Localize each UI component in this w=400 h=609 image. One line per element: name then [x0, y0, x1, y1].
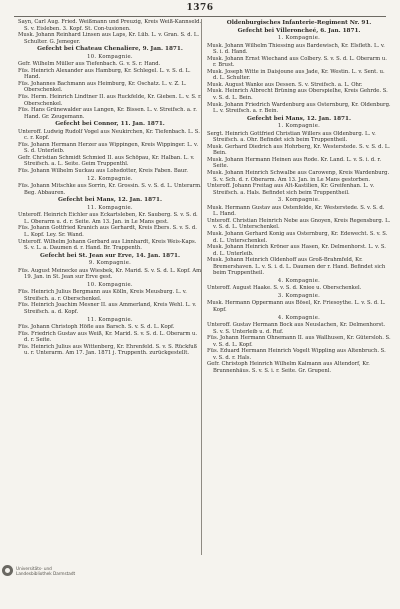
- company-heading: 1. Kompagnie.: [277, 123, 321, 130]
- casualty-entry: Musk. Gerhard Diedrich aus Hohrberg, Kr. Westerstede. S. v. S. d. L. Bein.: [207, 143, 390, 157]
- library-logo: [2, 565, 75, 576]
- section-heading: Oldenburgisches Infanterie-Regiment Nr. 91.: [226, 20, 372, 26]
- casualty-entry: Unteroff. Heinrich Eichler aus Eckartsleben, Kr. Sauberg. S. v. S. d. L. Oberarm u. d. r. Seite. Am 13. Jan. in Le Mans gest.: [18, 212, 198, 225]
- casualty-entry: Unteroff. Christian Heinrich Nebe aus Gnoyen, Kreis Regensburg. L. v. S. d. L. Unterschenkel.: [207, 217, 391, 231]
- casualty-entry: Musk. Hermann Gustav aus Ostenfelde, Kr. Westerstede. S. v. S. d. L. Hand.: [207, 204, 385, 218]
- library-name-line2: Landesbibliothek Darmstadt: [16, 570, 76, 576]
- casualty-entry: Sergt. Heinrich Gottfried Christian Willers aus Oldenburg. L. v. Streifsch. a. Ohr. Befindet sich beim Truppentheil.: [207, 130, 376, 144]
- casualty-entry: Musk. Johann Wilhelm Thiessing aus Bardewisch, Kr. Elsfleth. L. v. S. i. d. Hand.: [207, 42, 385, 56]
- casualty-entry: Unteroff. Ludwig Rudolf Vogel aus Neukirchen, Kr. Tiefenbach. L. S. c. r. Kopf.: [18, 128, 200, 142]
- company-heading: 4. Kompagnie.: [277, 277, 321, 284]
- casualty-entry: Füs. Johann Wilhelm Suckau aus Lohsdotter, Kreis Faben. Baur.: [18, 168, 188, 175]
- company-heading: 11. Kompagnie.: [87, 204, 133, 211]
- casualty-entry: Musk. Johann Ernst Wiechand aus Colbery. S. v. S. d. L. Oberarm u. r. Brust.: [207, 55, 387, 69]
- company-heading: 3. Kompagnie.: [277, 292, 321, 299]
- casualty-entry: Füs. Johann Christoph Höfle aus Barsch. S. v. S. d. L. Kopf.: [18, 324, 175, 331]
- casualty-entry: Musk. Johann Heinrich Kröner aus Hasen, Kr. Delmenhorst. L. v. S. d. L. Unterleib.: [207, 244, 386, 257]
- section-heading: Gefecht bei Villeroncheé, 6. Jan. 1871.: [237, 27, 361, 34]
- casualty-entry: Füs. Hans Grünewalder aus Langen, Kr. Bissen. L. v. Streifsch. a. r. Hand. Gr. Zeugemann.: [18, 107, 197, 120]
- casualty-entry: Sayn, Carl Aug. Fried. Weißmann und Preuzig, Kreis Weiß-Kannseld. S. v. Eisleben. 3. Kopf. St. Con-tusionen.: [18, 19, 202, 32]
- casualty-entry: Füs. Johann Mitschke aus Sorrin, Kr. Grossin. S. v. S. d. L. Unterarm. Beg. Abbauren.: [18, 183, 202, 196]
- section-heading: Gefecht bei Chateau Chenaliere, 9. Jan. 1871.: [37, 46, 183, 53]
- casualty-entry: Unteroff. Johann Freitag aus Alt-Kastilien, Kr. Greifenhan. L. v. Streifsch. a. Hals. Befindet sich beim Truppentheil.: [207, 183, 375, 196]
- header-rule: [14, 16, 386, 17]
- page-number: 1376: [186, 3, 214, 13]
- casualty-entry: Unteroff. August Haake. S. v. S. d. Kniee u. Oberschenkel.: [207, 285, 362, 292]
- section-heading: Gefecht bei Mans, 12. Jan. 1871.: [58, 197, 162, 204]
- casualty-entry: Musk. Joseph Witte in Daisjoune aus Jade, Kr. Westin. L. v. Sent. u. d. L. Schulter.: [207, 68, 385, 82]
- company-heading: 1. Kompagnie.: [277, 35, 321, 42]
- casualty-entry: Musk. Johann Gerhard Konig aus Osternburg, Kr. Edewecht. S. v. S. d. L. Unterschenkel.: [207, 230, 388, 244]
- casualty-entry: Musk. Johann Hermann Heinen aus Rode. Kr. Land. L. v. S. i. d. r. Seite.: [207, 156, 382, 170]
- library-name-line1: Universitäts- und: [16, 565, 52, 571]
- casualty-entry: Füs. Johann Hermann Ohnemann II. aus Wallhusen, Kr. Gütersloh. S. v. S. d. L. Kopf.: [207, 335, 391, 348]
- casualty-entry: Unteroff. Wilhelm Johann Gerbard aus Linnhardt, Kreis Weis-Kaps. S. v. L. a. Daumen d. r. Hand. Br. Trappenth.: [18, 238, 197, 252]
- casualty-entry: Musk. August Wanke aus Dessen. S. v. Streifsch. a. L. Ohr.: [207, 81, 363, 88]
- casualty-entry: Füs. Heinrich Julius aus Wittenberg, Kr. Ehrenfeld. S. v. S. Rückfuß u. r. Unterarm. Am 17. Jan. 1871 j. Truppenth. zurückgestellt.: [18, 343, 198, 357]
- company-heading: 10. Kompagnie.: [87, 53, 133, 60]
- section-heading: Gefecht bei St. Jean sur Erve, 14. Jan. 1871.: [40, 252, 180, 259]
- casualty-entry: Musk. Johann Friedrich Wardenburg aus Osternburg, Kr. Oldenburg. L. v. Streifsch. a. r. Bein.: [207, 101, 391, 115]
- casualty-entry: Gefr. Christoph Heinrich Wilhelm Kalmann aus Altendorf, Kr. Brunnenhäus. S. v. S. i. r. Seite. Gr. Grupenl.: [207, 361, 370, 374]
- company-heading: 12. Kompagnie.: [87, 175, 133, 182]
- casualty-entry: Musk. Johann Reinhard Linsen aus Laps, Kr. Lüb. L. v. Gran. S. d. L. Schulter. G. Jemeger.: [18, 32, 200, 45]
- company-heading: 3. Kompagnie.: [277, 197, 321, 204]
- casualty-entry: Gefr. Wilhelm Müller aus Tiefenbach. G. v. S. r. Hand.: [18, 61, 161, 68]
- casualty-entry: Musk. Johann Heinrich Schwalbe aus Carowenp, Kreis Wardenburg. S. v. Sch. d. r. Oberarm. Am 13. Jan. in Le Mans gestorben.: [207, 170, 390, 183]
- casualty-entry: Füs. Heinrich Julius Bergmann aus Kölln, Kreis Meusburg. L. v. Streifsch. a. r. Oberschenkel.: [18, 289, 187, 302]
- casualty-entry: Füs. Heinrich Alexander aus Hamburg, Kr. Schlegel. L. v. S. d. L. Hand.: [18, 67, 191, 81]
- section-heading: Gefecht bei Mans, 12. Jan. 1871.: [247, 115, 351, 122]
- casualty-entry: Gefr. Christian Schmidt Schmied II. aus Schöpau, Kr. Halban. L. v. Streifsch. a. L. Seite. Geim Truppenthl.: [18, 154, 195, 168]
- casualty-entry: Füs. Eduard Hermann Heinrich Vogelt Wippling aus Altenbruch. S. v. S. d. r. Hals.: [207, 348, 386, 361]
- casualty-entry: Unteroff. Gustav Hermann Bock aus Neuslachen, Kr. Delmenhorst. S. v. S. Unterleib u. d. Ruf.: [207, 322, 386, 335]
- library-seal-icon: [2, 565, 13, 576]
- company-heading: 9. Kompagnie.: [88, 260, 132, 267]
- library-name: [16, 566, 75, 576]
- casualty-entry: Musk. Heinrich Albrecht Brüning aus Oberspielhe, Kreis Gehrde. S. v. S. d. L. Bein.: [207, 88, 388, 102]
- casualty-entry: Füs. Heinrich Joachim Mesner II. aus Ammerland, Kreis Wehl. L. v. Streifsch. a. d. Kopf.: [18, 302, 197, 315]
- company-heading: 11. Kompagnie.: [87, 316, 133, 323]
- casualty-entry: Musk. Hermann Oppermann aus Bösel, Kr. Friesoythe. L. v. S. d. L. Kopf.: [207, 300, 386, 313]
- company-heading: 10. Kompagnie.: [87, 281, 133, 288]
- casualty-entry: Füs. Johann Gottfried Kranich aus Gerhardt, Kreis Ebers. S. v. S. d. L. Kopf. Ley. Sr. Wand.: [18, 225, 197, 238]
- casualty-entry: Füs. Herm. Heinrich Lindtner II. aus Ruckfelde, Kr. Gieben. L. v. S. r. Oberschenkel.: [18, 94, 202, 107]
- company-heading: 4. Kompagnie.: [277, 314, 321, 321]
- section-heading: Gefecht bei Connor, 11. Jan. 1871.: [55, 121, 165, 128]
- casualty-entry: Füs. Johann Hermann Herzer aus Wippingen, Kreis Wippinger. L. v. S. d. Unterleib.: [18, 141, 198, 155]
- left-column: [18, 19, 202, 557]
- column-divider: [201, 19, 202, 555]
- right-column: [207, 19, 391, 557]
- casualty-entry: Füs. Johannes Bachmann aus Heimburg, Kr. Oschatz. L. v. Z. L. Oberschenkel.: [18, 80, 187, 94]
- casualty-entry: Füs. Friedrich Gustav aus Weiß, Kr. Marid. S. v. S. d. L. Oberarm u. d. r. Seite.: [18, 330, 198, 344]
- casualty-entry: Musk. Johann Heinrich Oldenhoff aus Groß-Brahmfeld, Kr. Bremershaven. L. v. S. i. d. L. Daumen der r. Hand. Befindet sich beim Truppentheil.: [207, 257, 386, 277]
- casualty-entry: Füs. August Meinecke aus Wiesbek, Kr. Marid. S. v. S. d. L. Kopf. Am 19. Jan. in St. Jean sur Erve gest.: [18, 267, 202, 281]
